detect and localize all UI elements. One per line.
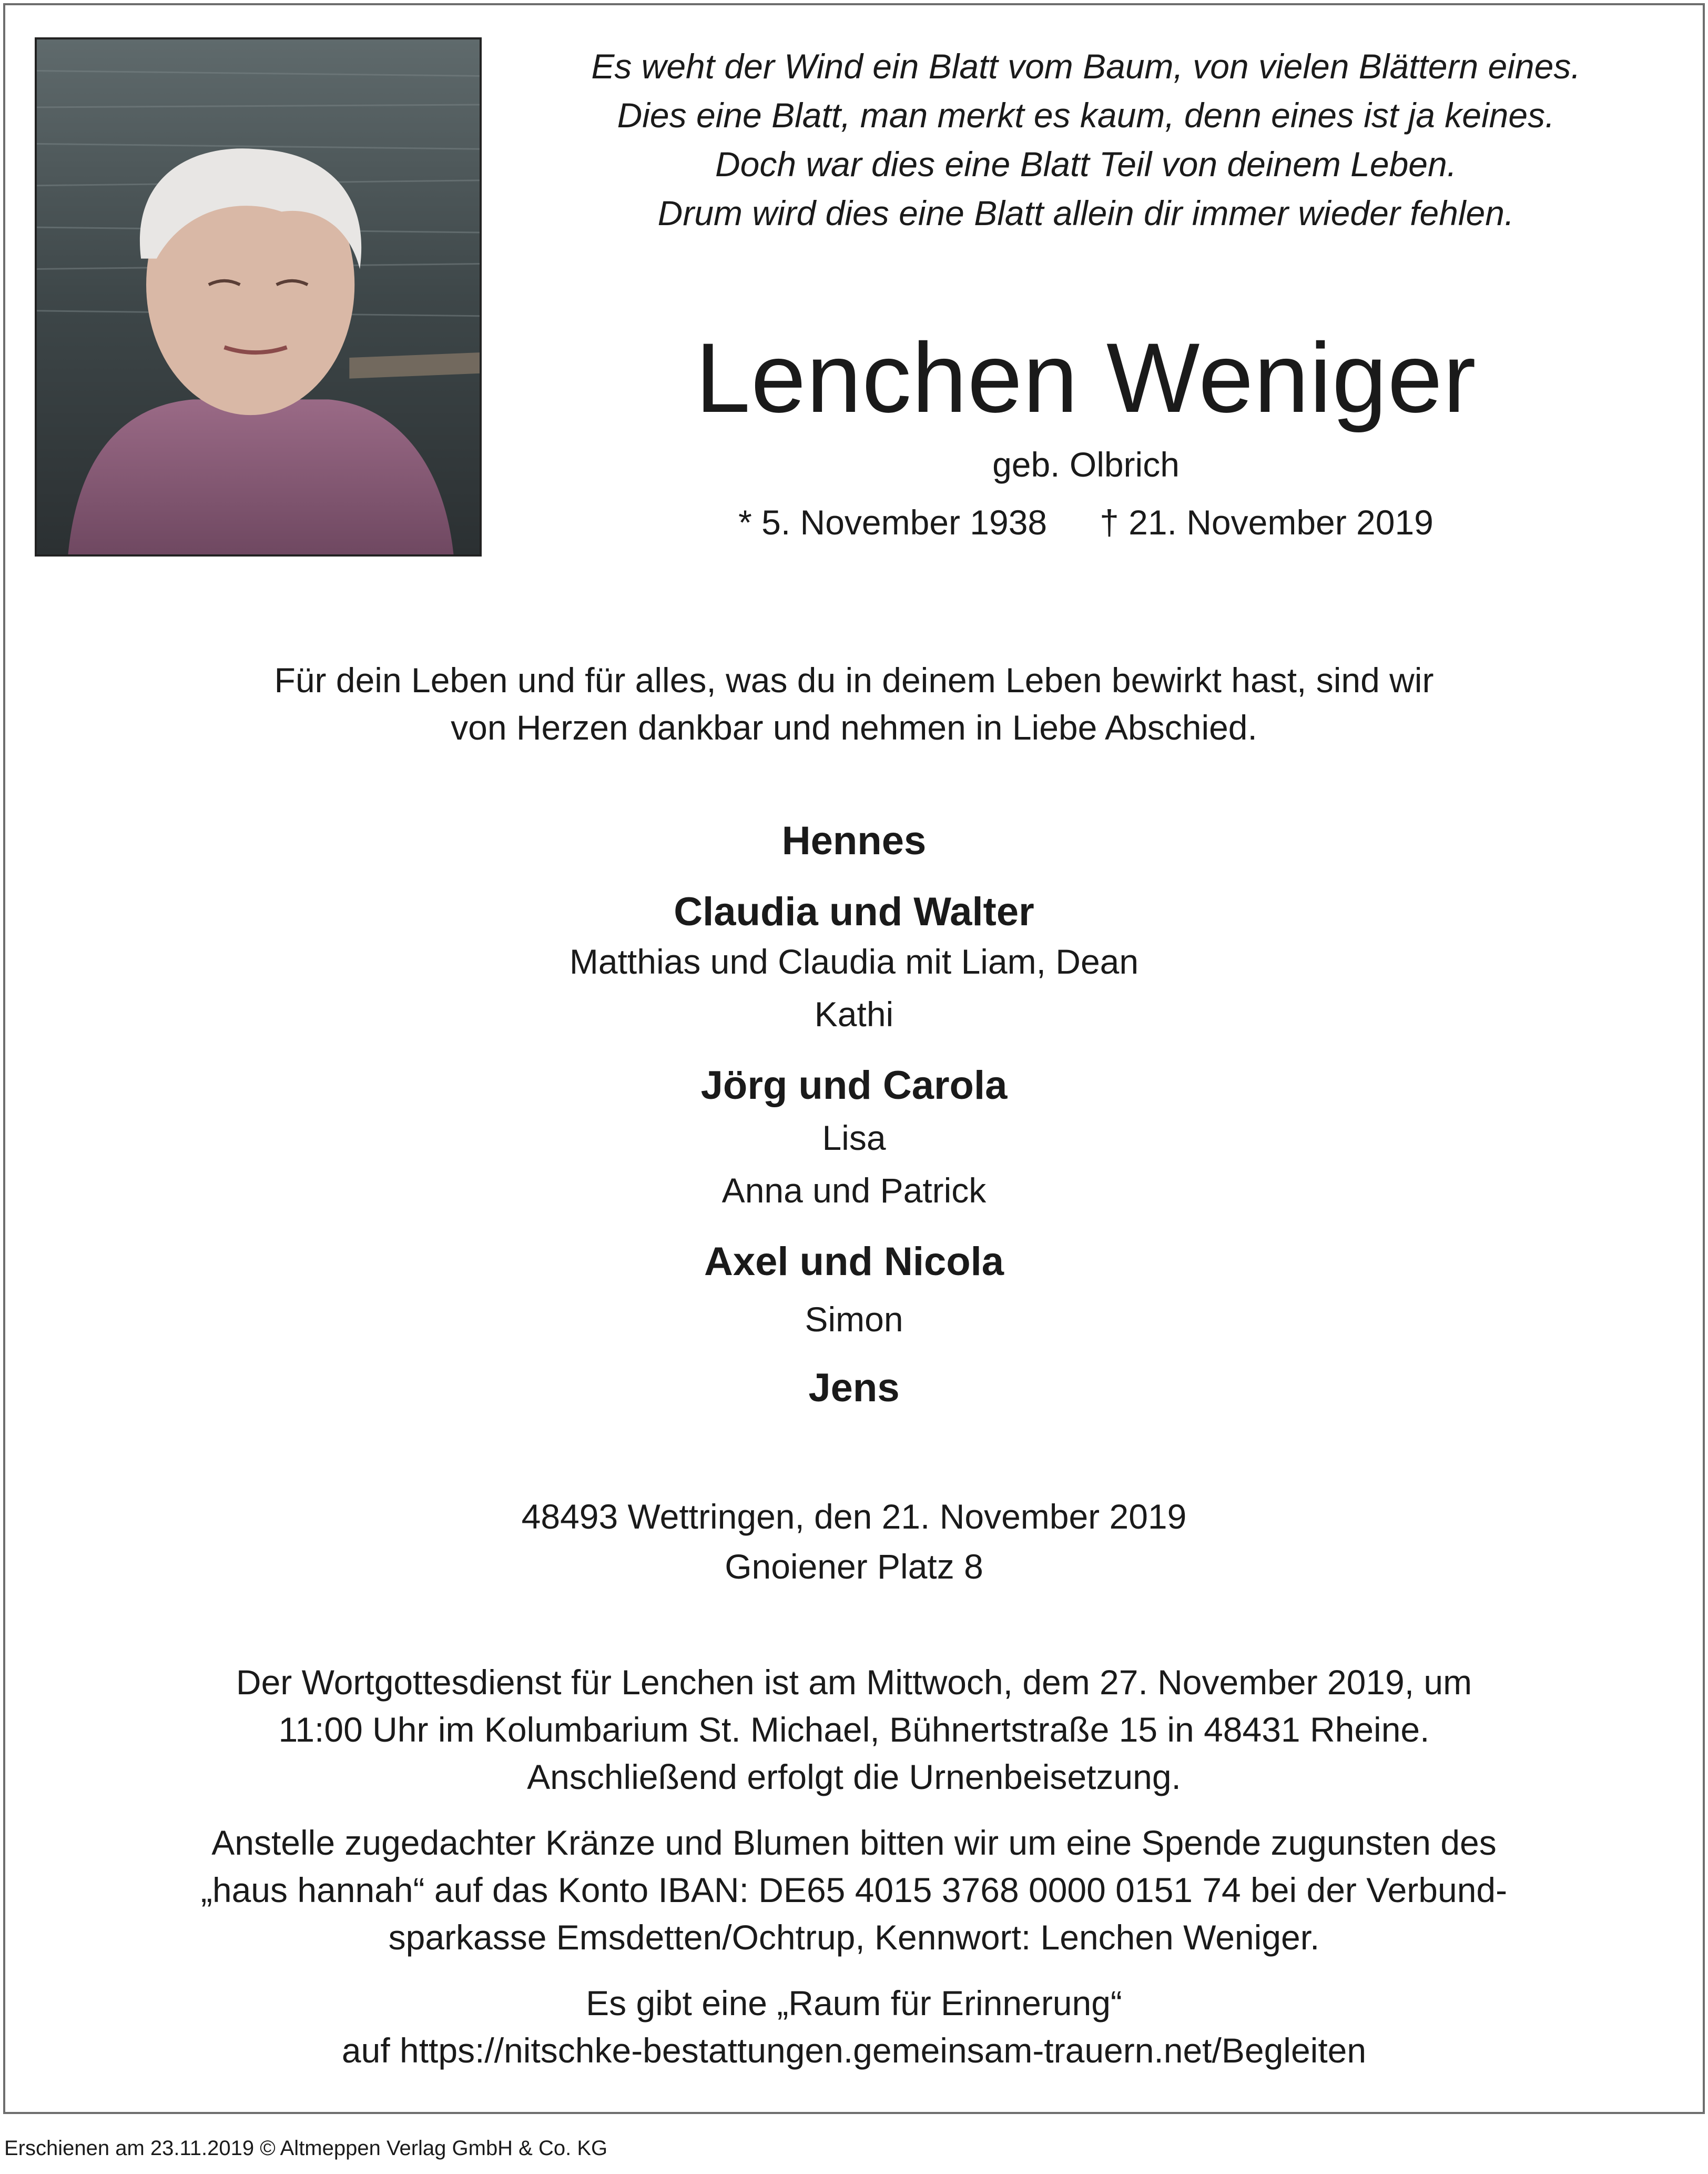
birth-date: * 5. November 1938	[738, 503, 1048, 542]
family-name: Hennes	[781, 818, 927, 863]
family-member: Kathi	[814, 995, 894, 1034]
donation-line: Anstelle zugedachter Kränze und Blumen bitten wir um eine Spende zugunsten des	[211, 1823, 1497, 1862]
poem-line: Drum wird dies eine Blatt allein dir immer wieder fehlen.	[657, 194, 1514, 232]
family-member: Simon	[805, 1300, 903, 1339]
poem-line: Dies eine Blatt, man merkt es kaum, denn eines ist ja keines.	[617, 96, 1555, 135]
family-member: Anna und Patrick	[721, 1171, 987, 1210]
poem-line: Es weht der Wind ein Blatt vom Baum, von vielen Blättern eines.	[591, 47, 1581, 86]
life-dates	[473, 502, 1699, 542]
address-line: Gnoiener Platz 8	[725, 1547, 983, 1586]
family-name: Claudia und Walter	[674, 889, 1034, 934]
memorial-link[interactable]: auf https://nitschke-bestattungen.gemeinsam-trauern.net/Begleiten	[341, 2031, 1367, 2070]
portrait-photo	[35, 37, 482, 557]
service-line: 11:00 Uhr im Kolumbarium St. Michael, Bühnertstraße 15 in 48431 Rheine.	[278, 1710, 1430, 1749]
birth-name: geb. Olbrich	[992, 445, 1180, 484]
family-member: Lisa	[822, 1118, 886, 1157]
publication-footer: Erschienen am 23.11.2019 © Altmeppen Verlag GmbH & Co. KG	[4, 2137, 608, 2160]
thanks-line: Für dein Leben und für alles, was du in deinem Leben bewirkt hast, sind wir	[274, 661, 1434, 700]
service-line: Anschließend erfolgt die Urnenbeisetzung.	[527, 1757, 1181, 1796]
death-date: † 21. November 2019	[1100, 503, 1434, 542]
portrait-image	[37, 39, 480, 554]
family-name: Jörg und Carola	[700, 1063, 1008, 1108]
thanks-line: von Herzen dankbar und nehmen in Liebe Abschied.	[451, 708, 1257, 747]
poem	[473, 42, 1699, 238]
family-member: Matthias und Claudia mit Liam, Dean	[569, 942, 1139, 981]
memorial-line: Es gibt eine „Raum für Erinnerung“	[586, 1984, 1122, 2023]
service-line: Der Wortgottesdienst für Lenchen ist am Mittwoch, dem 27. November 2019, um	[236, 1663, 1472, 1702]
family-name: Axel und Nicola	[704, 1239, 1004, 1284]
donation-line: „haus hannah“ auf das Konto IBAN: DE65 4015 3768 0000 0151 74 bei der Verbund-	[200, 1870, 1508, 1909]
address-line: 48493 Wettringen, den 21. November 2019	[521, 1497, 1187, 1536]
donation-line: sparkasse Emsdetten/Ochtrup, Kennwort: Lenchen Weniger.	[388, 1918, 1320, 1957]
family-name: Jens	[808, 1366, 900, 1410]
deceased-name: Lenchen Weniger	[695, 322, 1477, 433]
poem-line: Doch war dies eine Blatt Teil von deinem Leben.	[715, 145, 1457, 184]
